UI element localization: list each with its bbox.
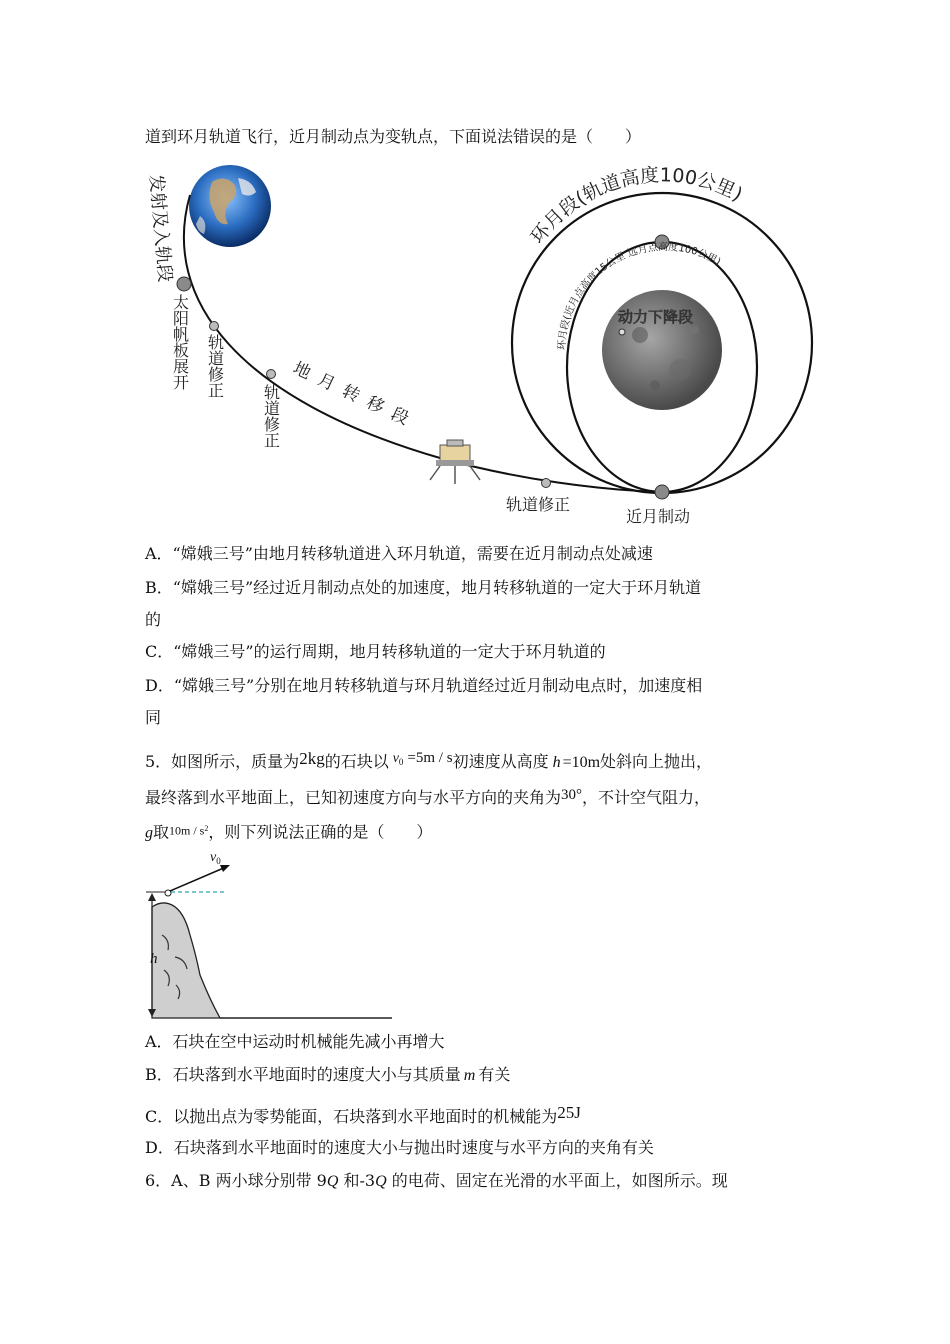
q4-stem: 道到环月轨道飞行，近月制动点为变轨点，下面说法错误的是（ ） — [145, 127, 642, 146]
velocity-label: $v_0$ — [210, 850, 221, 866]
q4-option-d-cont: 同 — [145, 708, 162, 727]
q5-stem-line-3: g取$10m / s^2$，则下列说法正确的是（ ） — [145, 822, 433, 842]
q5-option-d: D．石块落到水平地面时的速度大小与抛出时速度与水平方向的夹角有关 — [145, 1138, 654, 1157]
q4-option-a: A．“嫦娥三号”由地月转移轨道进入环月轨道，需要在近月制动点处减速 — [145, 544, 653, 563]
solar-panel-label: 太阳帆板展开 — [170, 294, 190, 390]
q4-option-c: C．“嫦娥三号”的运行周期，地月转移轨道的一定大于环月轨道的 — [145, 642, 606, 661]
velocity-arrow — [170, 867, 226, 891]
q5-option-c: C．以抛出点为零势能面，石块落到水平地面时的机械能为25J — [145, 1103, 581, 1126]
correction-label-1: 轨道修正 — [205, 334, 225, 398]
q4-option-b-cont: 的 — [145, 610, 162, 629]
q5-stem-line-1: 5．如图所示，质量为2kg的石块以 $v_0 =5m / s$初速度从高度 h =10m处斜向上抛出， — [145, 749, 713, 771]
elliptical-orbit-label: 环月段(近月点高度15公里 远月点高度100公里) — [556, 241, 723, 351]
earth-icon — [189, 165, 271, 247]
launch-label: 发射及入轨段 — [145, 173, 176, 284]
transfer-label: 地月转移段 — [289, 358, 421, 434]
correction-label-2: 轨道修正 — [261, 384, 281, 448]
q6-stem: 6．A、B 两小球分别带 9Q 和-3Q 的电荷、固定在光滑的水平面上，如图所示。现 — [145, 1171, 728, 1190]
q4-option-b: B．“嫦娥三号”经过近月制动点处的加速度，地月转移轨道的一定大于环月轨道 — [145, 578, 702, 597]
q4-option-d: D．“嫦娥三号”分别在地月转移轨道与环月轨道经过近月制动电点时，加速度相 — [145, 676, 703, 695]
q5-option-b: B．石块落到水平地面时的速度大小与其质量 m 有关 — [145, 1065, 511, 1084]
spacecraft-icon — [430, 440, 480, 484]
correction-label-3: 轨道修正 — [506, 495, 571, 514]
circular-orbit-label: 环月段(轨道高度100公里) — [526, 164, 747, 249]
braking-label: 近月制动 — [626, 507, 691, 526]
cliff-projectile-diagram — [140, 845, 400, 1025]
descent-label: 动力下降段 — [618, 308, 694, 326]
cliff — [152, 903, 220, 1018]
q5-option-a: A．石块在空中运动时机械能先减小再增大 — [145, 1032, 445, 1051]
velocity-arrow-head — [220, 865, 230, 872]
height-arrow-head-top — [148, 893, 156, 901]
height-label: h — [150, 951, 158, 967]
q5-stem-line-2: 最终落到水平地面上，已知初速度方向与水平方向的夹角为30°，不计空气阻力， — [145, 787, 711, 807]
